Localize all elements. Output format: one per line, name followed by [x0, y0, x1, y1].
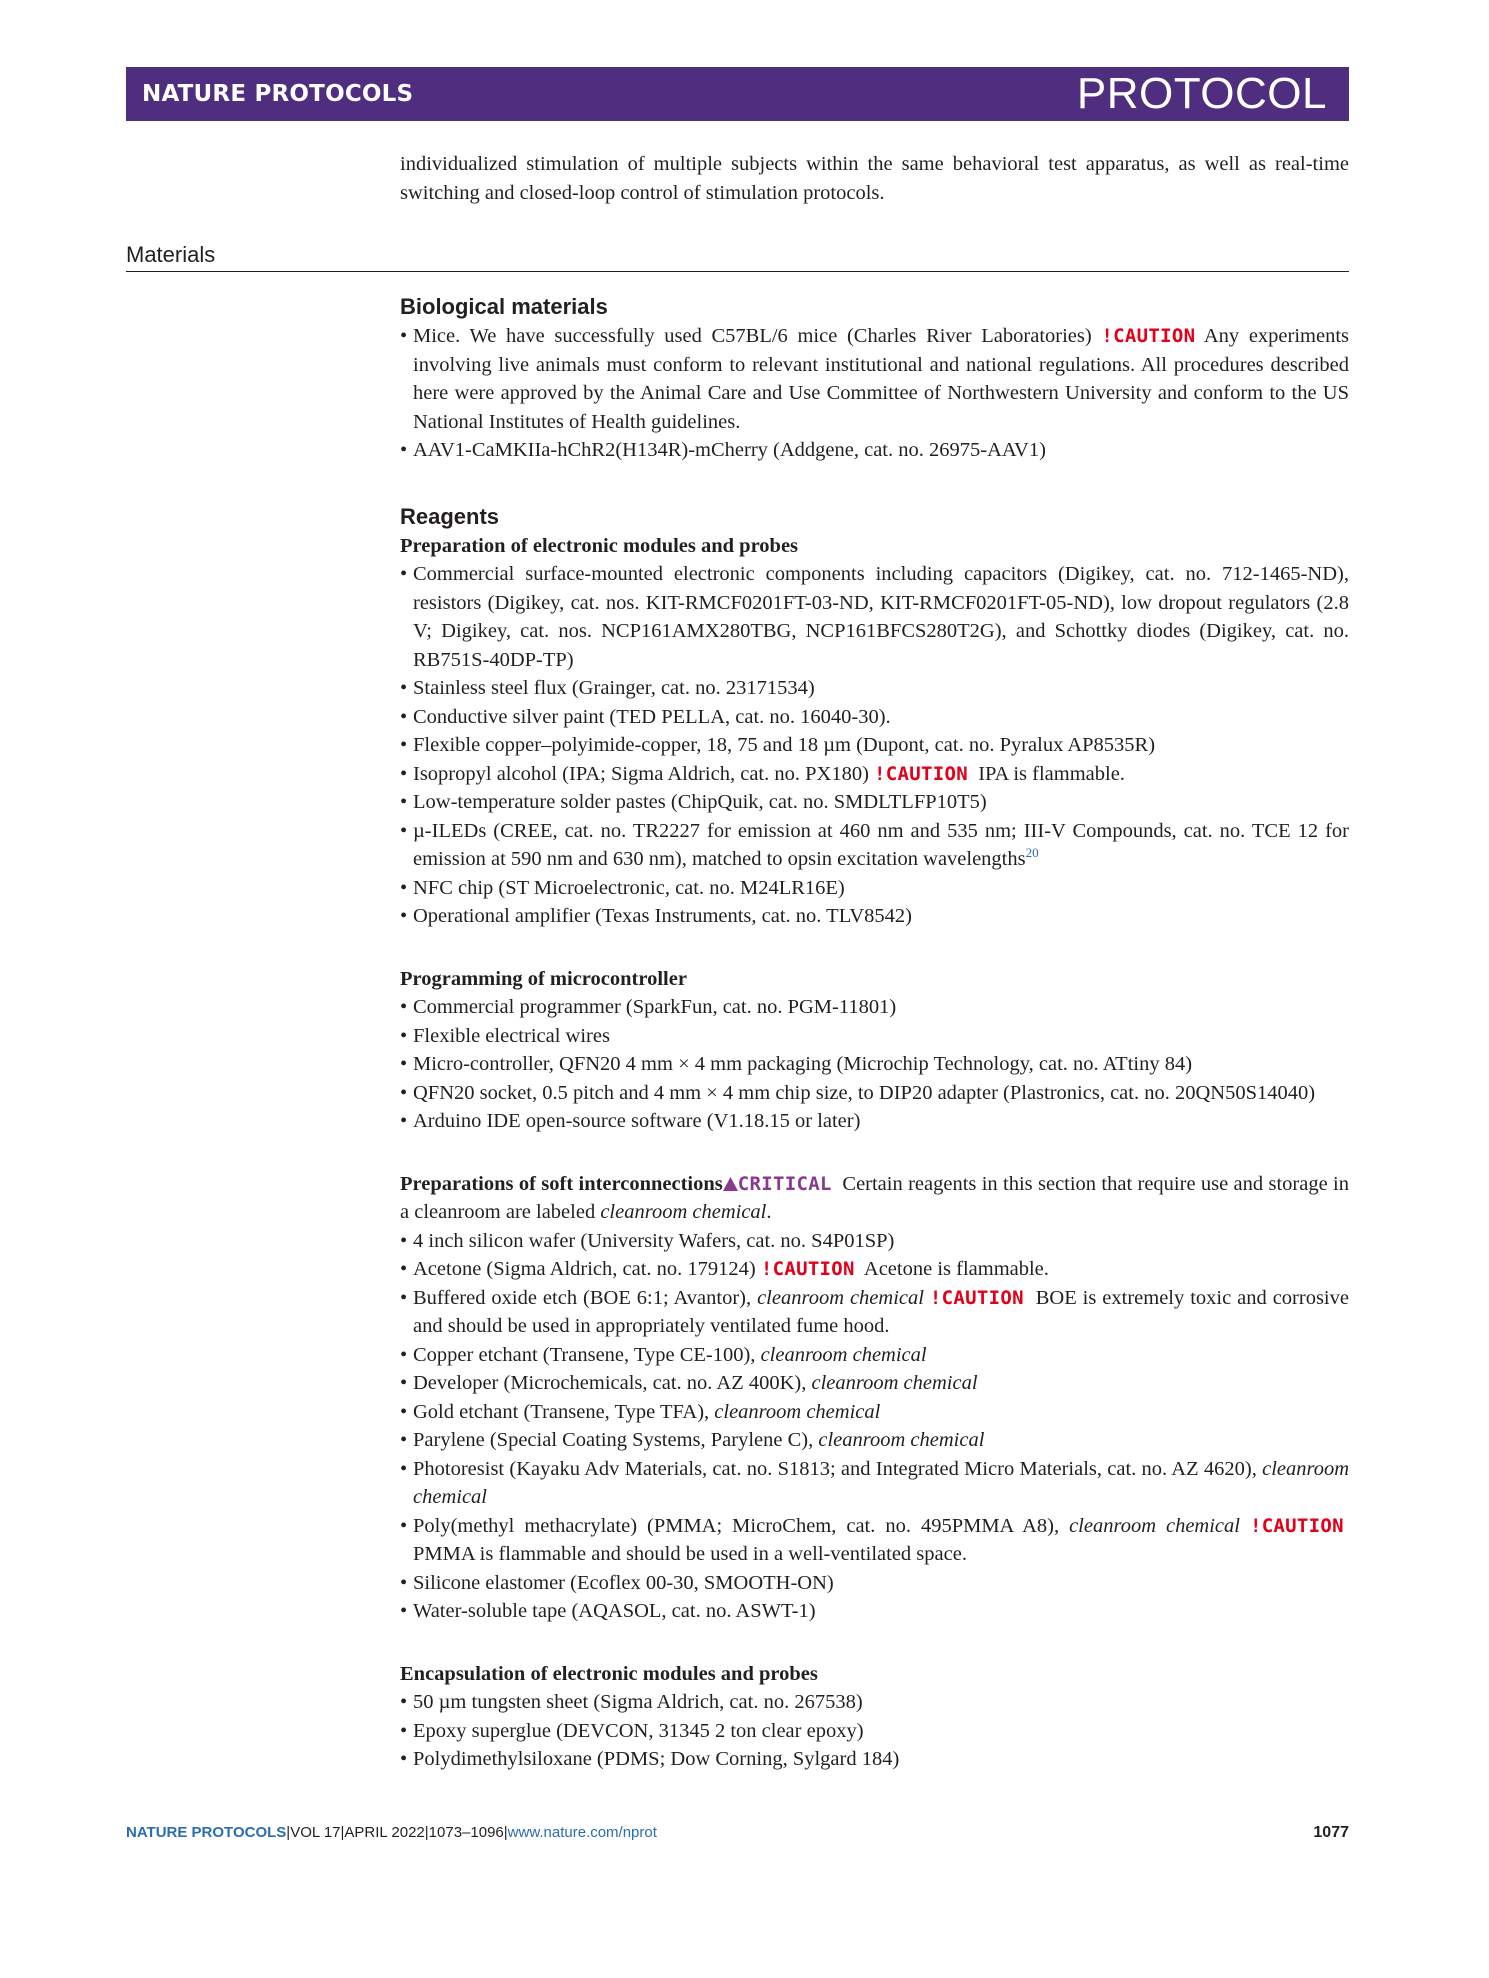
list-item: • Polydimethylsiloxane (PDMS; Dow Corning, Sylgard 184) [400, 1745, 1349, 1774]
cleanroom-tag: cleanroom chemical [818, 1429, 985, 1451]
item-text: Copper etchant (Transene, Type CE-100), [413, 1343, 756, 1366]
footer-separator: | [340, 1824, 345, 1841]
cleanroom-tag: cleanroom chemical [811, 1372, 978, 1394]
reference-link[interactable]: 20 [1025, 845, 1039, 861]
critical-label: CRITICAL [737, 1172, 832, 1195]
footer-separator: | [286, 1824, 291, 1841]
list-item: • Arduino IDE open-source software (V1.18.15 or later) [400, 1107, 1349, 1136]
list-item: • 50 µm tungsten sheet (Sigma Aldrich, cat. no. 267538) [400, 1688, 1349, 1717]
item-text: Developer (Microchemicals, cat. no. AZ 400K), [413, 1372, 807, 1394]
footer-separator: | [503, 1824, 508, 1841]
list-item [400, 1512, 1349, 1569]
note-end: . [766, 1201, 772, 1223]
triangle-icon [723, 1177, 738, 1191]
list-item: • Epoxy superglue (DEVCON, 31345 2 ton clear epoxy) [400, 1717, 1349, 1746]
caution-label: !CAUTION [760, 1258, 855, 1280]
note-text: Certain reagents in this section that require use and storage in a cleanroom are labeled [400, 1172, 1350, 1223]
item-text: Isopropyl alcohol (IPA; Sigma Aldrich, cat. no. PX180) [413, 762, 869, 785]
list-item: • Flexible copper–polyimide-copper, 18, 75 and 18 µm (Dupont, cat. no. Pyralux AP8535R) [400, 731, 1349, 760]
item-text: Parylene (Special Coating Systems, Parylene C), [413, 1429, 814, 1451]
list-item: • Water-soluble tape (AQASOL, cat. no. ASWT-1) [400, 1597, 1349, 1626]
list-item: • Micro-controller, QFN20 4 mm × 4 mm packaging (Microchip Technology, cat. no. ATtiny 84) [400, 1050, 1349, 1079]
page-footer [126, 1824, 1349, 1846]
list-item: • Commercial programmer (SparkFun, cat. no. PGM-11801) [400, 993, 1349, 1022]
footer-volume: VOL 17 [290, 1824, 341, 1841]
list-item: • QFN20 socket, 0.5 pitch and 4 mm × 4 mm chip size, to DIP20 adapter (Plastronics, cat. no. 20QN50S14040) [400, 1079, 1349, 1108]
list-item: • Silicone elastomer (Ecoflex 00-30, SMOOTH-ON) [400, 1569, 1349, 1598]
critical-marker [723, 1173, 832, 1195]
caution-text: Acetone is flammable. [863, 1258, 1049, 1280]
section-divider [126, 271, 1349, 272]
item-text: Mice. We have successfully used C57BL/6 mice (Charles River Laboratories) [413, 325, 1092, 347]
biological-materials-heading: Biological materials [400, 294, 608, 319]
footer-pages: 1073–1096 [428, 1824, 504, 1841]
caution-label: !CAUTION [874, 762, 968, 785]
reagents-heading: Reagents [400, 503, 500, 529]
encapsulation-list [400, 1688, 1349, 1774]
caution-label: !CAUTION [1249, 1514, 1344, 1537]
programming-list [400, 993, 1349, 1136]
journal-header-bar [126, 67, 1349, 121]
list-item [400, 1455, 1349, 1512]
item-text: Buffered oxide etch (BOE 6:1; Avantor), [413, 1286, 752, 1309]
item-text: Gold etchant (Transene, Type TFA), [413, 1400, 710, 1423]
group-heading-electronic: Preparation of electronic modules and probes [400, 534, 799, 557]
note-term: cleanroom chemical [600, 1201, 767, 1223]
item-text: Acetone (Sigma Aldrich, cat. no. 179124) [413, 1258, 756, 1280]
caution-label: !CAUTION [1101, 325, 1196, 347]
caution-label: !CAUTION [929, 1286, 1024, 1309]
section-title: Materials [126, 242, 216, 267]
materials-content [400, 292, 1349, 1774]
caution-text: PMMA is flammable and should be used in a well-ventilated space. [413, 1543, 967, 1565]
cleanroom-tag: cleanroom chemical [714, 1400, 881, 1423]
cleanroom-tag: cleanroom chemical [413, 1457, 1350, 1508]
footer-url-link[interactable]: www.nature.com/nprot [507, 1824, 657, 1841]
list-item [400, 322, 1349, 436]
list-item [400, 760, 1349, 789]
list-item: • Commercial surface-mounted electronic components including capacitors (Digikey, cat. no. 712-1465-ND), resistors (Digikey, cat. nos. KIT-RMCF0201FT-03-ND, KIT-RMCF0201FT-05-ND), low dropout regulators (2.8 V; Digikey, cat. nos. NCP161AMX280TBG, NCP161BFCS280T2G), and Schottky diodes (Digikey, cat. no. RB751S-40DP-TP) [400, 560, 1349, 674]
list-item [400, 1284, 1349, 1341]
list-item: • Stainless steel flux (Grainger, cat. no. 23171534) [400, 674, 1349, 703]
item-text: Photoresist (Kayaku Adv Materials, cat. no. S1813; and Integrated Micro Materials, cat. no. AZ 4620), [413, 1457, 1257, 1480]
footer-separator: | [424, 1824, 429, 1841]
item-text: µ-ILEDs (CREE, cat. no. TR2227 for emission at 460 nm and 535 nm; III-V Compounds, cat. no. TCE 12 for emission at 590 nm and 630 nm), matched to opsin excitation wavelengths [413, 819, 1349, 870]
list-item: • Conductive silver paint (TED PELLA, cat. no. 16040-30). [400, 703, 1349, 732]
group-heading-programming: Programming of microcontroller [400, 967, 687, 990]
group-heading-encapsulation: Encapsulation of electronic modules and probes [400, 1662, 818, 1685]
list-item: • NFC chip (ST Microelectronic, cat. no. M24LR16E) [400, 874, 1349, 903]
item-text: Poly(methyl methacrylate) (PMMA; MicroChem, cat. no. 495PMMA A8), [413, 1514, 1060, 1537]
list-item: • Flexible electrical wires [400, 1022, 1349, 1051]
list-item [400, 1255, 1349, 1284]
list-item [400, 1341, 1349, 1370]
electronic-list [400, 560, 1349, 931]
group-heading-soft-interconnections [400, 1170, 1349, 1227]
intro-paragraph: individualized stimulation of multiple subjects within the same behavioral test apparatus, as well as real-time switching and closed-loop control of stimulation protocols. [400, 153, 1349, 204]
list-item [400, 1426, 1349, 1455]
biological-list [400, 322, 1349, 465]
list-item: • Low-temperature solder pastes (ChipQuik, cat. no. SMDLTLFP10T5) [400, 788, 1349, 817]
caution-text: Any experiments involving live animals must conform to relevant institutional and national regulations. All procedures described here were approved by the Animal Care and Use Committee of Northwestern University and conform to the US National Institutes of Health guidelines. [413, 325, 1350, 433]
list-item [400, 817, 1349, 874]
list-item [400, 1398, 1349, 1427]
article-type-label: PROTOCOL [1076, 69, 1327, 118]
list-item: • 4 inch silicon wafer (University Wafers, cat. no. S4P01SP) [400, 1227, 1349, 1256]
cleanroom-tag: cleanroom chemical [757, 1286, 924, 1309]
caution-text: IPA is flammable. [978, 762, 1125, 785]
page-number: 1077 [1313, 1824, 1349, 1841]
caution-text: BOE is extremely toxic and corrosive and should be used in appropriately ventilated fume hood. [413, 1286, 1349, 1337]
cleanroom-tag: cleanroom chemical [760, 1343, 927, 1366]
list-item [400, 1369, 1349, 1398]
group-heading-text: Preparations of soft interconnections [400, 1172, 723, 1195]
journal-name: NATURE PROTOCOLS [142, 81, 414, 107]
soft-interconnections-list [400, 1227, 1349, 1626]
list-item: • AAV1-CaMKIIa-hChR2(H134R)-mCherry (Addgene, cat. no. 26975-AAV1) [400, 436, 1349, 465]
list-item: • Operational amplifier (Texas Instruments, cat. no. TLV8542) [400, 902, 1349, 931]
cleanroom-tag: cleanroom chemical [1069, 1514, 1240, 1537]
footer-journal: NATURE PROTOCOLS [126, 1824, 287, 1841]
footer-date: APRIL 2022 [344, 1824, 425, 1841]
